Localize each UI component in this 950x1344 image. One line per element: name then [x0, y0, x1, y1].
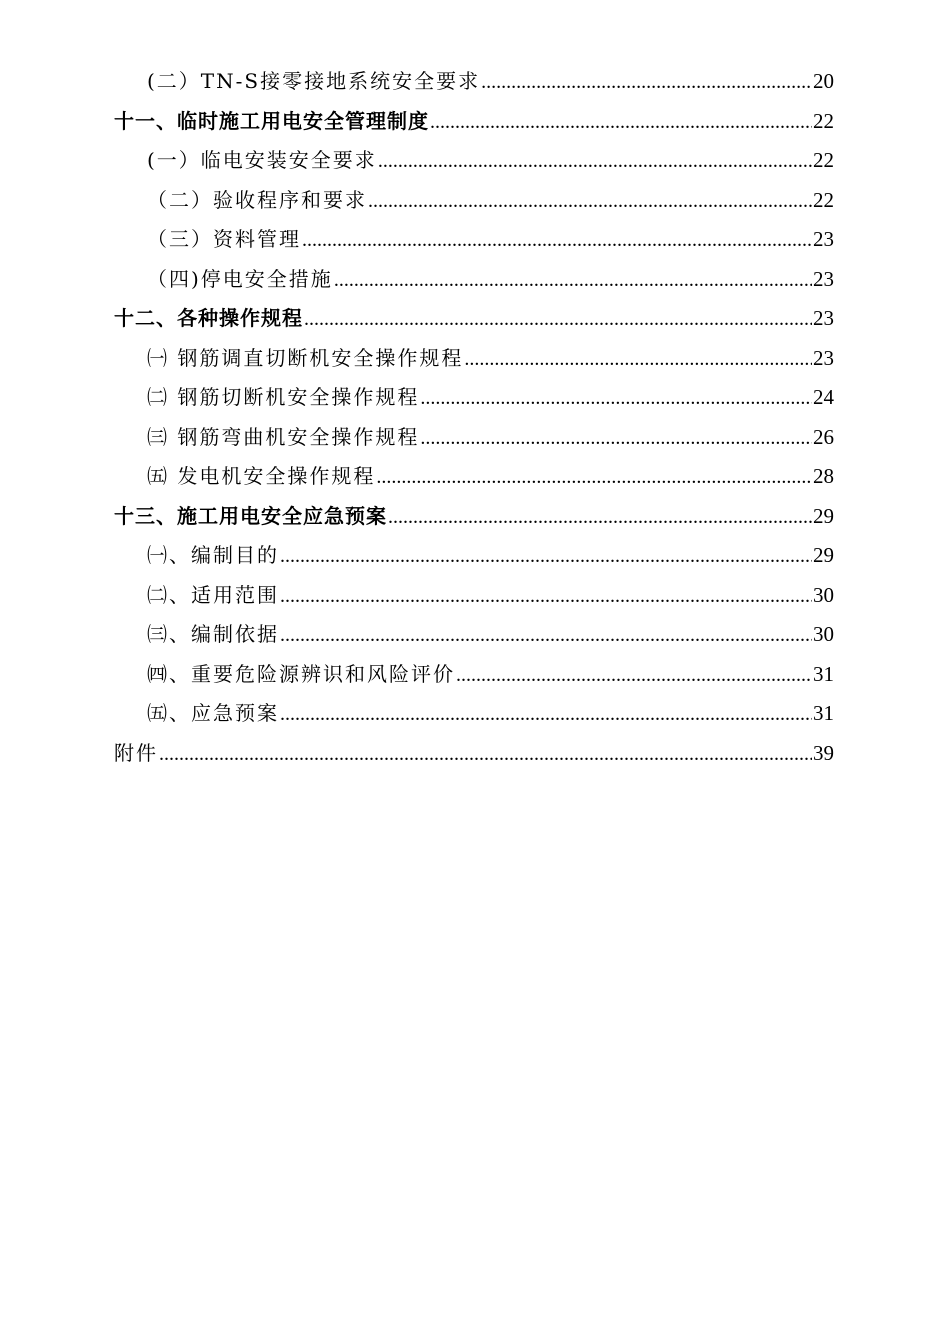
toc-entry-page: 39 [813, 740, 834, 765]
toc-leader-dots [456, 656, 812, 696]
toc-leader-dots [388, 498, 812, 538]
toc-leader-dots [376, 458, 812, 498]
toc-entry[interactable] [114, 418, 834, 458]
toc-entry-title: 附件 [114, 740, 158, 765]
toc-leader-dots [280, 695, 812, 735]
toc-entry-page: 30 [813, 582, 834, 607]
toc-entry-title: 十一、临时施工用电安全管理制度 [114, 108, 429, 133]
toc-entry-page: 24 [813, 385, 834, 409]
toc-entry-title: ㈢、编制依据 [147, 622, 279, 646]
toc-entry[interactable] [114, 220, 834, 260]
toc-entry-page: 20 [813, 69, 834, 93]
toc-entry-page: 22 [813, 108, 834, 133]
toc-entry[interactable] [114, 615, 834, 655]
toc-leader-dots [420, 419, 812, 459]
toc-entry[interactable] [114, 457, 834, 497]
toc-entry[interactable] [114, 299, 834, 339]
toc-entry-title: (二）TN-S接零接地系统安全要求 [147, 69, 481, 93]
toc-leader-dots [280, 616, 812, 656]
toc-leader-dots [481, 63, 812, 103]
toc-entry-title: ㈠ 钢筋调直切断机安全操作规程 [147, 345, 464, 370]
toc-leader-dots [302, 221, 812, 261]
toc-entry-title: ㈤、应急预案 [147, 701, 279, 725]
toc-leader-dots [368, 182, 812, 222]
toc-entry-page: 29 [813, 543, 834, 567]
toc-entry[interactable] [114, 497, 834, 537]
toc-entry[interactable] [114, 102, 834, 142]
toc-entry-title: （三）资料管理 [147, 227, 301, 251]
toc-entry-title: ㈡ 钢筋切断机安全操作规程 [147, 385, 420, 409]
toc-entry[interactable] [114, 141, 834, 181]
toc-entry-page: 22 [813, 187, 834, 212]
toc-entry-page: 31 [813, 701, 834, 725]
toc-entry-page: 30 [813, 622, 834, 646]
toc-entry-page: 29 [813, 503, 834, 528]
toc-entry-title: ㈡、适用范围 [147, 582, 279, 607]
toc-entry[interactable] [114, 378, 834, 418]
toc-entry-page: 22 [813, 148, 834, 172]
toc-entry[interactable] [114, 181, 834, 221]
toc-entry[interactable] [114, 339, 834, 379]
toc-entry[interactable] [114, 655, 834, 695]
toc-entry[interactable] [114, 576, 834, 616]
toc-leader-dots [280, 577, 812, 617]
toc-leader-dots [430, 103, 812, 143]
toc-leader-dots [420, 379, 812, 419]
toc-entry-title: ㈣、重要危险源辨识和风险评价 [147, 661, 455, 686]
toc-leader-dots [334, 261, 812, 301]
toc-entry-title: 十三、施工用电安全应急预案 [114, 503, 387, 528]
toc-leader-dots [280, 537, 812, 577]
toc-entry-page: 23 [813, 266, 834, 291]
toc-entry-title: ㈠、编制目的 [147, 543, 279, 567]
toc-leader-dots [464, 340, 812, 380]
toc-entry[interactable] [114, 62, 834, 102]
toc-entry-page: 28 [813, 464, 834, 488]
toc-entry-title: （二）验收程序和要求 [147, 187, 367, 212]
toc-entry-page: 23 [813, 306, 834, 330]
toc-entry-title: (一）临电安装安全要求 [147, 148, 377, 172]
toc-leader-dots [159, 735, 812, 775]
toc-entry-page: 31 [813, 661, 834, 686]
toc-entry-page: 23 [813, 345, 834, 370]
toc-leader-dots [304, 300, 812, 340]
toc-entry[interactable] [114, 536, 834, 576]
toc-leader-dots [378, 142, 812, 182]
toc-entry-title: 十二、各种操作规程 [114, 306, 303, 330]
toc-entry[interactable] [114, 734, 834, 774]
toc-entry-title: ㈤ 发电机安全操作规程 [147, 464, 376, 488]
toc-entry[interactable] [114, 694, 834, 734]
table-of-contents [114, 62, 834, 773]
toc-entry-title: ㈢ 钢筋弯曲机安全操作规程 [147, 424, 420, 449]
toc-entry-page: 26 [813, 424, 834, 449]
toc-entry-page: 23 [813, 227, 834, 251]
toc-entry[interactable] [114, 260, 834, 300]
toc-entry-title: （四)停电安全措施 [147, 266, 333, 291]
